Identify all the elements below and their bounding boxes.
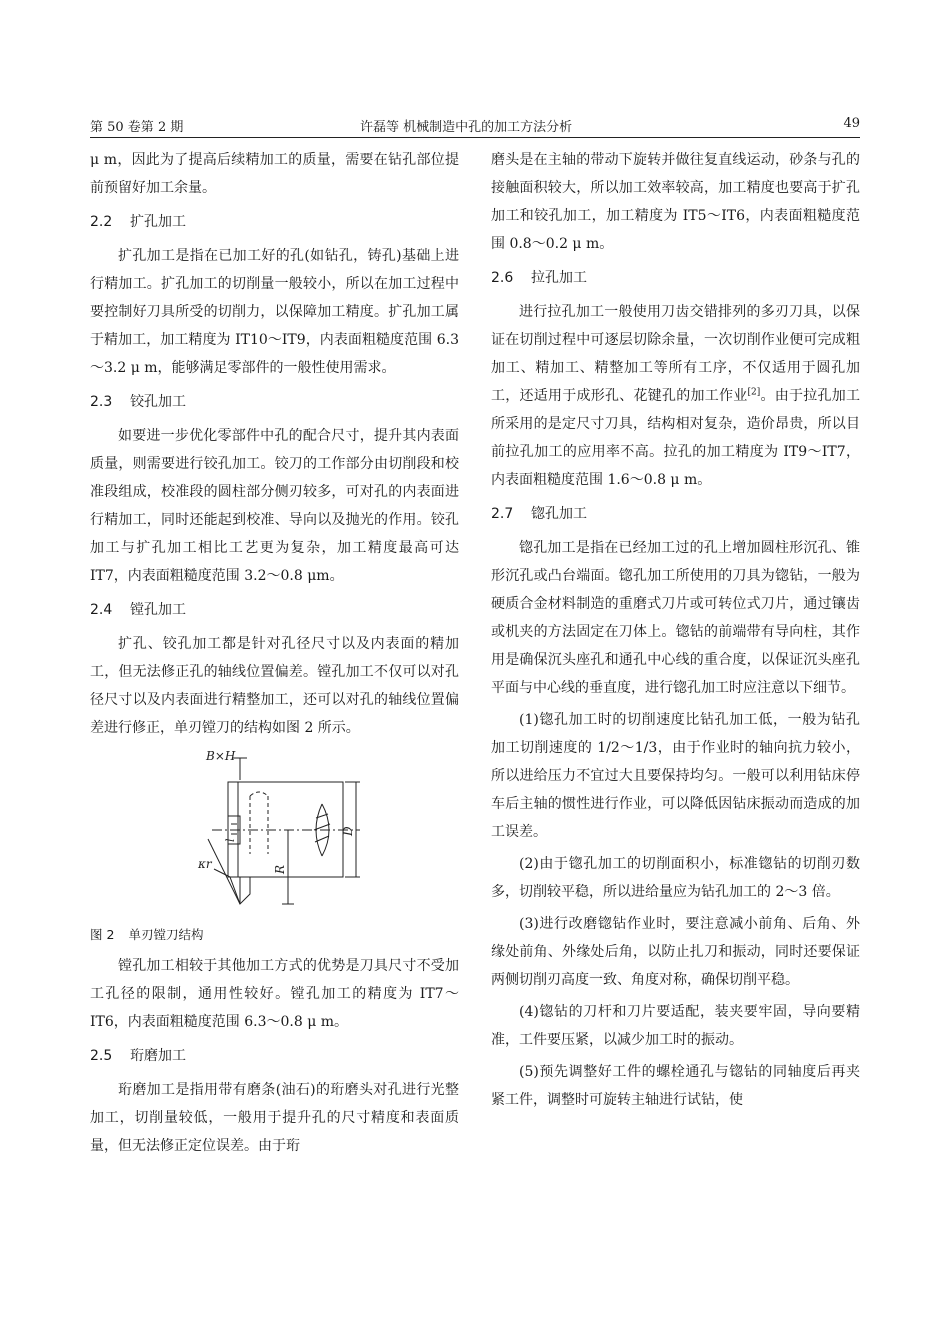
label-l: l	[224, 838, 237, 842]
paragraph: 如要进一步优化零部件中孔的配合尺寸，提升其内表面质量，则需要进行铰孔加工。铰刀的工作部分由切削段和校准段组成，校准段的圆柱部分侧刃较多，可对孔的内表面进行精加工，同时还能起到校准、导向以及抛光的作用。铰孔加工与扩孔加工相比工艺更为复杂，加工精度最高可达 IT7，内表面粗糙度范围 3.2～0.8 μm。	[90, 428, 459, 584]
section-number: 2.5	[90, 1048, 113, 1064]
section-number: 2.4	[90, 602, 113, 618]
section-heading-2-7	[491, 502, 860, 526]
paragraph-text: 进行拉孔加工一般使用刀齿交错排列的多刃刀具，以保证在切削过程中可逐层切除余量，一次切削作业便可完成粗加工、精加工、精整加工等所有工序，不仅适用于圆孔加工，还适用于成形孔、花键孔的加工作业	[491, 304, 860, 404]
section-title: 铰孔加工	[130, 394, 186, 410]
list-item: (1)锪孔加工时的切削速度比钻孔加工低，一般为钻孔加工切削速度的 1/2～1/3，由于作业时的轴向抗力较小，所以进给压力不宜过大且要保持均匀。一般可以利用钻床停车后主轴的惯性进行作业，可以降低因钻床振动而造成的加工误差。	[491, 712, 860, 840]
article-running-title: 许磊等 机械制造中孔的加工方法分析	[360, 120, 573, 135]
figure-boring-tool	[90, 744, 459, 924]
figure-caption	[90, 924, 459, 946]
paragraph: 锪孔加工是指在已经加工过的孔上增加圆柱形沉孔、锥形沉孔或凸台端面。锪孔加工所使用的刀具为锪钻，一般为硬质合金材料制造的重磨式刀片或可转位式刀片，通过镶齿或机夹的方法固定在刀体上。锪钻的前端带有导向柱，其作用是确保沉头座孔和通孔中心线的重合度，以保证沉头座孔平面与中心线的垂直度，进行锪孔加工时应注意以下细节。	[491, 540, 860, 696]
figure-number: 图 2	[90, 927, 115, 942]
header-rule	[90, 137, 860, 138]
list-item: (2)由于锪孔加工的切削面积小，标准锪钻的切削刃数多，切削较平稳，所以进给量应为钻孔加工的 2～3 倍。	[491, 856, 860, 900]
section-number: 2.2	[90, 214, 113, 230]
boring-tool-diagram	[90, 744, 459, 924]
page-number: 49	[843, 116, 860, 131]
section-number: 2.6	[491, 270, 514, 286]
section-title: 镗孔加工	[130, 602, 186, 618]
paragraph: 珩磨加工是指用带有磨条(油石)的珩磨头对孔进行光整加工，切削量较低，一般用于提升孔的尺寸精度和表面质量，但无法修正定位误差。由于珩	[90, 1082, 459, 1154]
paragraph	[491, 298, 860, 494]
paragraph-continued: 磨头是在主轴的带动下旋转并做往复直线运动，砂条与孔的接触面积较大，所以加工效率较高，加工精度也要高于扩孔加工和铰孔加工，加工精度为 IT5～IT6，内表面粗糙度范围 0.8～0.2 μ m。	[491, 152, 860, 252]
citation-ref[interactable]: [2]	[747, 387, 761, 398]
section-number: 2.7	[491, 506, 514, 522]
paragraph: 扩孔加工是指在已加工好的孔(如钻孔，铸孔)基础上进行精加工。扩孔加工的切削量一般较小，所以在加工过程中要控制好刀具所受的切削力，以保障加工精度。扩孔加工属于精加工，加工精度为 IT10～IT9，内表面粗糙度范围 6.3～3.2 μ m，能够满足零部件的一般性使用需求。	[90, 248, 459, 376]
slot-arc	[250, 792, 268, 796]
list-item: (5)预先调整好工件的螺栓通孔与锪钻的同轴度后再夹紧工件，调整时可旋转主轴进行试钻，使	[491, 1064, 860, 1108]
journal-volume-issue: 第 50 卷第 2 期	[90, 120, 184, 135]
paragraph: 镗孔加工相较于其他加工方式的优势是刀具尺寸不受加工孔径的限制，通用性较好。镗孔加工的精度为 IT7～IT6，内表面粗糙度范围 6.3～0.8 μ m。	[90, 958, 459, 1030]
paragraph-continued: μ m，因此为了提高后续精加工的质量，需要在钻孔部位提前预留好加工余量。	[90, 152, 459, 196]
label-r: R	[273, 864, 287, 874]
paragraph: 扩孔、铰孔加工都是针对孔径尺寸以及内表面的精加工，但无法修正孔的轴线位置偏差。镗孔加工不仅可以对孔径尺寸以及内表面进行精整加工，还可以对孔的轴线位置偏差进行修正，单刃镗刀的结构如图 2 所示。	[90, 636, 459, 736]
label-bh: B×H	[206, 749, 236, 763]
running-header	[90, 116, 860, 138]
list-item: (4)锪钻的刀杆和刀片要适配，装夹要牢固，导向要精准，工件要压紧，以减少加工时的振动。	[491, 1004, 860, 1048]
label-d: D	[341, 826, 355, 836]
kr-angle-line	[208, 839, 240, 904]
section-heading-2-4	[90, 598, 459, 622]
section-heading-2-6	[491, 266, 860, 290]
section-title: 拉孔加工	[531, 270, 587, 286]
section-heading-2-5	[90, 1044, 459, 1068]
left-column	[90, 146, 459, 1160]
paragraph-text: 。由于拉孔加工所采用的是定尺寸刀具，结构相对复杂，造价昂贵，所以目前拉孔加工的应用率不高。拉孔的加工精度为 IT9～IT7，内表面粗糙度范围 1.6～0.8 μ m。	[491, 388, 860, 488]
section-title: 扩孔加工	[130, 214, 186, 230]
right-column	[491, 146, 860, 1114]
figure-title: 单刃镗刀结构	[128, 927, 204, 942]
section-number: 2.3	[90, 394, 113, 410]
section-heading-2-2	[90, 210, 459, 234]
label-kr: κr	[198, 857, 212, 871]
section-heading-2-3	[90, 390, 459, 414]
section-title: 珩磨加工	[130, 1048, 186, 1064]
section-title: 锪孔加工	[531, 506, 587, 522]
list-item: (3)进行改磨锪钻作业时，要注意减小前角、后角、外缘处前角、外缘处后角，以防止扎刀和振动，同时还要保证两侧切削刃高度一致、角度对称，确保切削平稳。	[491, 916, 860, 988]
